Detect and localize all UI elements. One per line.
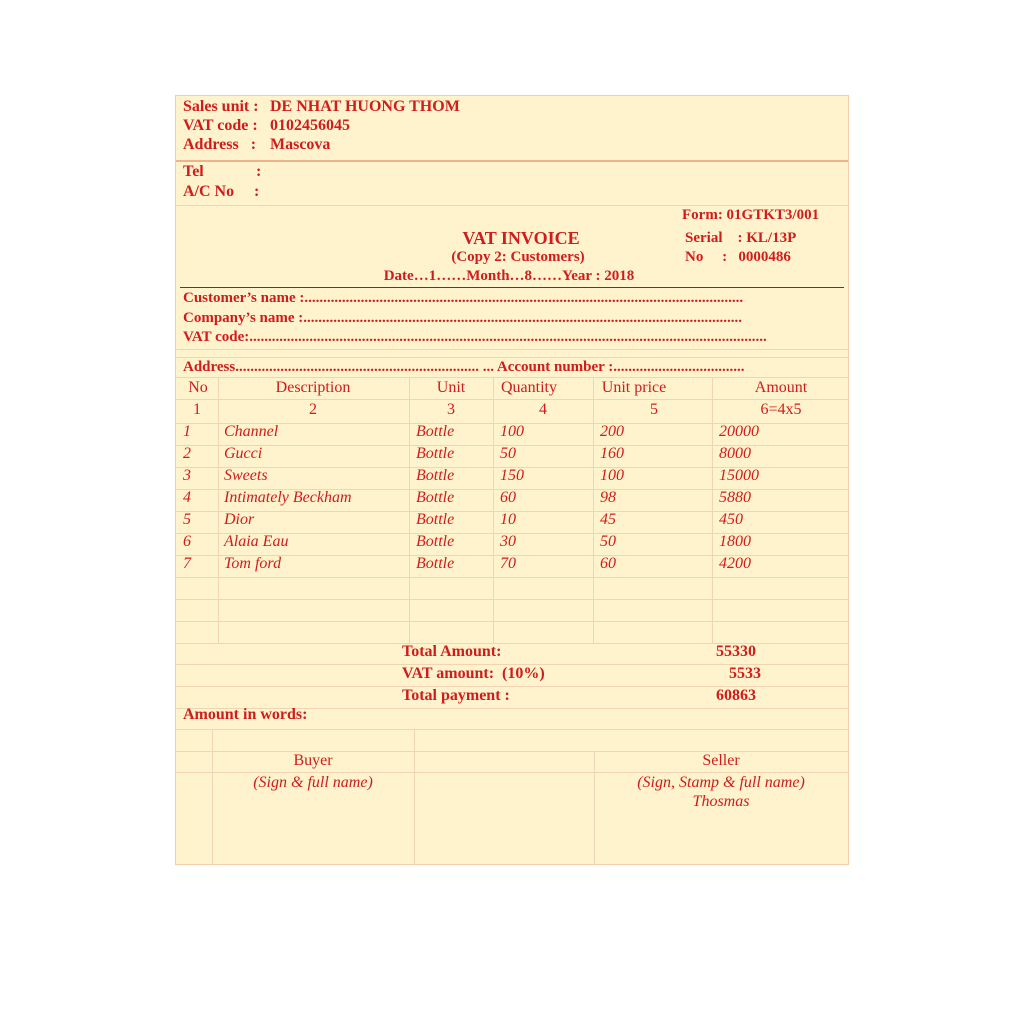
divider — [176, 205, 848, 206]
ac-no-label: A/C No — [183, 183, 235, 200]
invoice-number: No : 0000486 — [685, 249, 791, 265]
item-unit: Bottle — [416, 445, 455, 462]
serial-number: Serial : KL/13P — [685, 230, 797, 246]
total-amount-value: 55330 — [716, 643, 756, 660]
col-index: 4 — [539, 401, 547, 418]
seller-divider — [176, 160, 848, 162]
table-column-line — [493, 377, 494, 643]
vat-code-label: VAT code : — [183, 117, 258, 134]
item-unit-price: 45 — [600, 511, 616, 528]
item-description: Channel — [224, 423, 279, 440]
tel-colon: : — [256, 163, 262, 180]
table-row-line — [176, 772, 848, 773]
company-name-field: Company’s name :..................................................................................................................... — [183, 310, 743, 326]
seller-label: Seller — [702, 752, 740, 769]
invoice-copy: (Copy 2: Customers) — [451, 249, 585, 265]
item-amount: 1800 — [719, 533, 751, 550]
col-header-description: Description — [275, 379, 351, 396]
item-amount: 8000 — [719, 445, 751, 462]
table-row-line — [176, 599, 848, 600]
customer-vat-code-field: VAT code:.......................................................................................................................................... — [183, 329, 767, 345]
seller-address-value: Mascova — [270, 136, 331, 153]
item-no: 3 — [183, 467, 191, 484]
item-unit-price: 160 — [600, 445, 624, 462]
col-header-amount: Amount — [754, 379, 808, 396]
divider — [176, 357, 848, 358]
seller-sign-note: (Sign, Stamp & full name) — [637, 774, 805, 791]
table-column-line — [593, 377, 594, 643]
item-description: Tom ford — [224, 555, 282, 572]
item-quantity: 30 — [500, 533, 516, 550]
item-amount: 15000 — [719, 467, 759, 484]
item-quantity: 10 — [500, 511, 516, 528]
item-amount: 4200 — [719, 555, 751, 572]
signature-column-line — [594, 751, 595, 865]
header-rule — [180, 287, 844, 288]
item-description: Alaia Eau — [224, 533, 289, 550]
item-amount: 5880 — [719, 489, 751, 506]
item-description: Sweets — [224, 467, 268, 484]
item-amount: 450 — [719, 511, 743, 528]
table-column-line — [712, 377, 713, 643]
col-index: 3 — [447, 401, 455, 418]
seller-address-label: Address : — [183, 136, 257, 153]
item-description: Gucci — [224, 445, 263, 462]
item-unit: Bottle — [416, 555, 455, 572]
sales-unit-value: DE NHAT HUONG THOM — [270, 98, 460, 115]
col-header-unit: Unit — [436, 379, 466, 396]
col-index: 2 — [309, 401, 317, 418]
seller-name: Thosmas — [692, 793, 750, 810]
item-no: 5 — [183, 511, 191, 528]
customer-name-field: Customer’s name :..................................................................................................................... — [183, 290, 744, 306]
buyer-label: Buyer — [293, 752, 333, 769]
item-description: Intimately Beckham — [224, 489, 352, 506]
item-no: 4 — [183, 489, 191, 506]
item-quantity: 100 — [500, 423, 524, 440]
invoice-date: Date…1……Month…8……Year : 2018 — [383, 268, 635, 284]
total-payment-value: 60863 — [716, 687, 756, 704]
col-index: 6=4x5 — [760, 401, 802, 418]
total-amount-label: Total Amount: — [402, 643, 502, 660]
table-column-line — [409, 377, 410, 643]
form-number: Form: 01GTKT3/001 — [682, 207, 820, 223]
table-row-line — [176, 621, 848, 622]
table-row-line — [176, 399, 848, 400]
item-unit: Bottle — [416, 533, 455, 550]
item-unit: Bottle — [416, 489, 455, 506]
total-payment-label: Total payment : — [402, 687, 510, 704]
item-unit-price: 60 — [600, 555, 616, 572]
buyer-sign-note: (Sign & full name) — [253, 774, 373, 791]
item-unit-price: 100 — [600, 467, 624, 484]
item-no: 6 — [183, 533, 191, 550]
table-row-line — [176, 577, 848, 578]
sales-unit-label: Sales unit : — [183, 98, 259, 115]
customer-address-field: Address................................................................. ... Account number :................................... — [183, 359, 745, 375]
item-quantity: 60 — [500, 489, 516, 506]
item-quantity: 50 — [500, 445, 516, 462]
amount-in-words-label: Amount in words: — [183, 706, 308, 723]
col-header-quantity: Quantity — [501, 379, 557, 396]
table-row-line — [176, 729, 848, 730]
item-unit: Bottle — [416, 423, 455, 440]
item-amount: 20000 — [719, 423, 759, 440]
table-row-line — [176, 751, 848, 752]
item-no: 7 — [183, 555, 191, 572]
table-row-line — [176, 377, 848, 378]
item-unit: Bottle — [416, 511, 455, 528]
vat-amount-value: 5533 — [729, 665, 761, 682]
divider — [176, 349, 848, 350]
item-quantity: 150 — [500, 467, 524, 484]
item-quantity: 70 — [500, 555, 516, 572]
vat-invoice — [175, 95, 849, 865]
ac-no-colon: : — [254, 183, 260, 200]
col-header-no: No — [188, 379, 208, 396]
signature-column-line — [212, 729, 213, 865]
tel-label: Tel — [183, 163, 204, 180]
item-unit: Bottle — [416, 467, 455, 484]
col-header-unit-price: Unit price — [601, 379, 667, 396]
invoice-title: VAT INVOICE — [462, 228, 580, 248]
table-column-line — [218, 377, 219, 643]
item-description: Dior — [224, 511, 255, 528]
vat-code-value: 0102456045 — [270, 117, 350, 134]
col-index: 5 — [650, 401, 658, 418]
vat-amount-label: VAT amount: (10%) — [402, 665, 545, 682]
item-unit-price: 200 — [600, 423, 624, 440]
item-unit-price: 50 — [600, 533, 616, 550]
col-index: 1 — [193, 401, 201, 418]
signature-column-line — [414, 729, 415, 865]
item-unit-price: 98 — [600, 489, 616, 506]
item-no: 2 — [183, 445, 191, 462]
item-no: 1 — [183, 423, 191, 440]
